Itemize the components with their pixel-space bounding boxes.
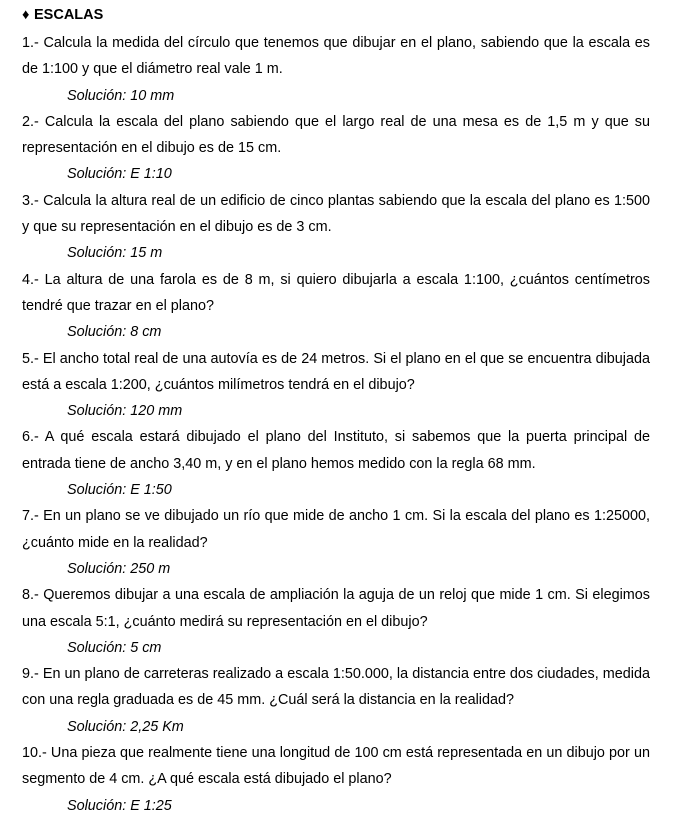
- problem-solution: Solución: 5 cm: [67, 639, 162, 656]
- problem-item: [22, 267, 650, 346]
- problem-item: [22, 661, 650, 740]
- diamond-bullet-icon: ♦: [22, 7, 30, 23]
- problem-question: 4.- La altura de una farola es de 8 m, si quiero dibujarla a escala 1:100, ¿cuántos centímetros tendré que trazar en el plano?: [22, 271, 650, 314]
- problem-solution: Solución: E 1:50: [67, 482, 172, 499]
- problem-question: 2.- Calcula la escala del plano sabiendo que el largo real de una mesa es de 1,5 m y que su representación en el dibujo es de 15 cm.: [22, 113, 650, 157]
- problem-solution: Solución: 10 mm: [67, 87, 175, 104]
- section-heading: [22, 5, 650, 25]
- problem-item: [22, 582, 650, 661]
- problem-solution: Solución: 2,25 Km: [67, 718, 184, 735]
- problem-item: [22, 740, 650, 819]
- problem-item: [22, 424, 650, 503]
- problem-question: 5.- El ancho total real de una autovía es de 24 metros. Si el plano en el que se encuentra dibujada está a escala 1:200, ¿cuántos milímetros tendrá en el dibujo?: [22, 350, 650, 393]
- problem-solution: Solución: 120 mm: [67, 403, 183, 420]
- problem-item: [22, 109, 650, 188]
- problem-item: [22, 503, 650, 582]
- problem-question: 1.- Calcula la medida del círculo que tenemos que dibujar en el plano, sabiendo que la escala es de 1:100 y que el diámetro real vale 1 m.: [22, 35, 650, 78]
- problem-item: [22, 346, 650, 425]
- problem-question: 10.- Una pieza que realmente tiene una longitud de 100 cm está representada en un dibujo por un segmento de 4 cm. ¿A qué escala está dibujado el plano?: [22, 745, 650, 788]
- problem-solution: Solución: 250 m: [67, 560, 171, 577]
- problem-solution: Solución: E 1:25: [67, 797, 172, 814]
- problem-solution: Solución: E 1:10: [67, 166, 172, 183]
- problem-question: 9.- En un plano de carreteras realizado a escala 1:50.000, la distancia entre dos ciudades, medida con una regla graduada es de 45 mm. ¿Cuál será la distancia en la realidad?: [22, 666, 650, 709]
- problem-item: [22, 188, 650, 267]
- document-page: [22, 5, 650, 819]
- problem-question: 3.- Calcula la altura real de un edificio de cinco plantas sabiendo que la escala del plano es 1:500 y que su representación en el dibujo es de 3 cm.: [22, 192, 650, 236]
- problem-solution: Solución: 8 cm: [67, 324, 162, 341]
- problem-item: [22, 30, 650, 109]
- problem-question: 6.- A qué escala estará dibujado el plano del Instituto, si sabemos que la puerta principal de entrada tiene de ancho 3,40 m, y en el plano hemos medido con la regla 68 mm.: [22, 429, 650, 472]
- problem-question: 8.- Queremos dibujar a una escala de ampliación la aguja de un reloj que mide 1 cm. Si elegimos una escala 5:1, ¿cuánto medirá su representación en el dibujo?: [22, 587, 650, 630]
- problem-question: 7.- En un plano se ve dibujado un río que mide de ancho 1 cm. Si la escala del plano es 1:25000, ¿cuánto mide en la realidad?: [22, 508, 650, 551]
- section-title: ESCALAS: [34, 7, 104, 23]
- problem-solution: Solución: 15 m: [67, 245, 163, 262]
